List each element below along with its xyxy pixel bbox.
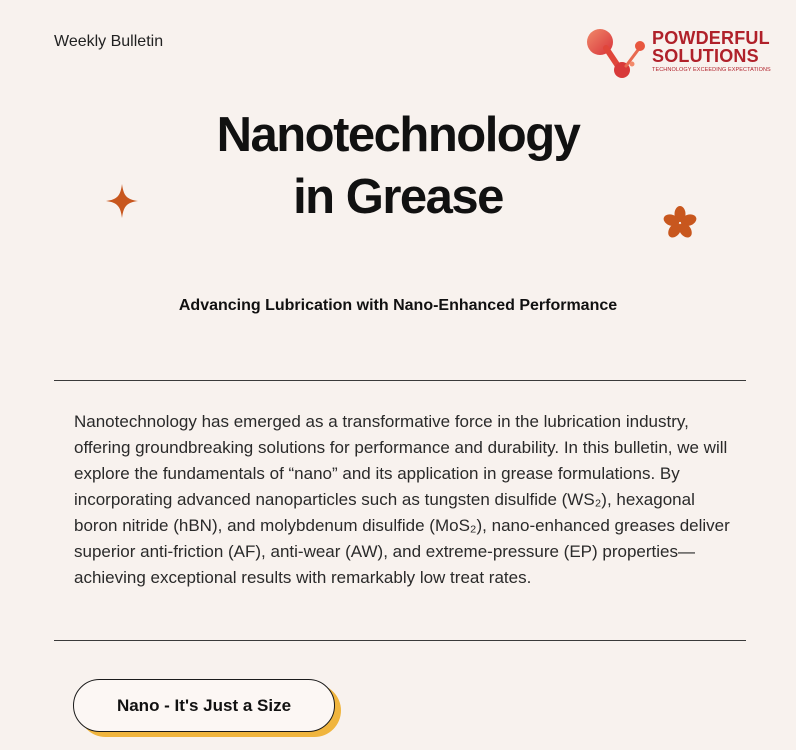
logo-tagline: TECHNOLOGY EXCEEDING EXPECTATIONS <box>652 67 771 73</box>
flower-icon <box>663 206 697 240</box>
cta-container <box>73 679 341 739</box>
divider-bottom <box>54 640 746 641</box>
title-line1: Nanotechnology <box>216 108 580 162</box>
logo-molecule-icon <box>586 26 648 82</box>
logo-text-line2: SOLUTIONS <box>652 46 759 66</box>
title-line2: in Grease <box>293 170 503 224</box>
bulletin-label: Weekly Bulletin <box>54 33 164 50</box>
company-logo[interactable] <box>586 26 776 82</box>
sparkle-icon <box>106 184 138 218</box>
divider-top <box>54 380 746 381</box>
nano-size-button[interactable]: Nano - It's Just a Size <box>73 679 335 732</box>
page-subtitle: Advancing Lubrication with Nano-Enhanced Performance <box>178 297 618 314</box>
intro-paragraph: Nanotechnology has emerged as a transformative force in the lubrication industry, offering groundbreaking solutions for performance and durability. In this bulletin, we will explore the fundamentals of “nano” and its application in grease formulations. By incorporating advanced nanoparticles such as tungsten disulfide (WS₂), hexagonal boron nitride (hBN), and molybdenum disulfide (MoS₂), nano-enhanced greases deliver superior anti-friction (AF), anti-wear (AW), and extreme-pressure (EP) properties—achieving exceptional results with remarkably low treat rates. <box>74 412 730 587</box>
logo-text-line1: POWDERFUL <box>652 28 770 48</box>
